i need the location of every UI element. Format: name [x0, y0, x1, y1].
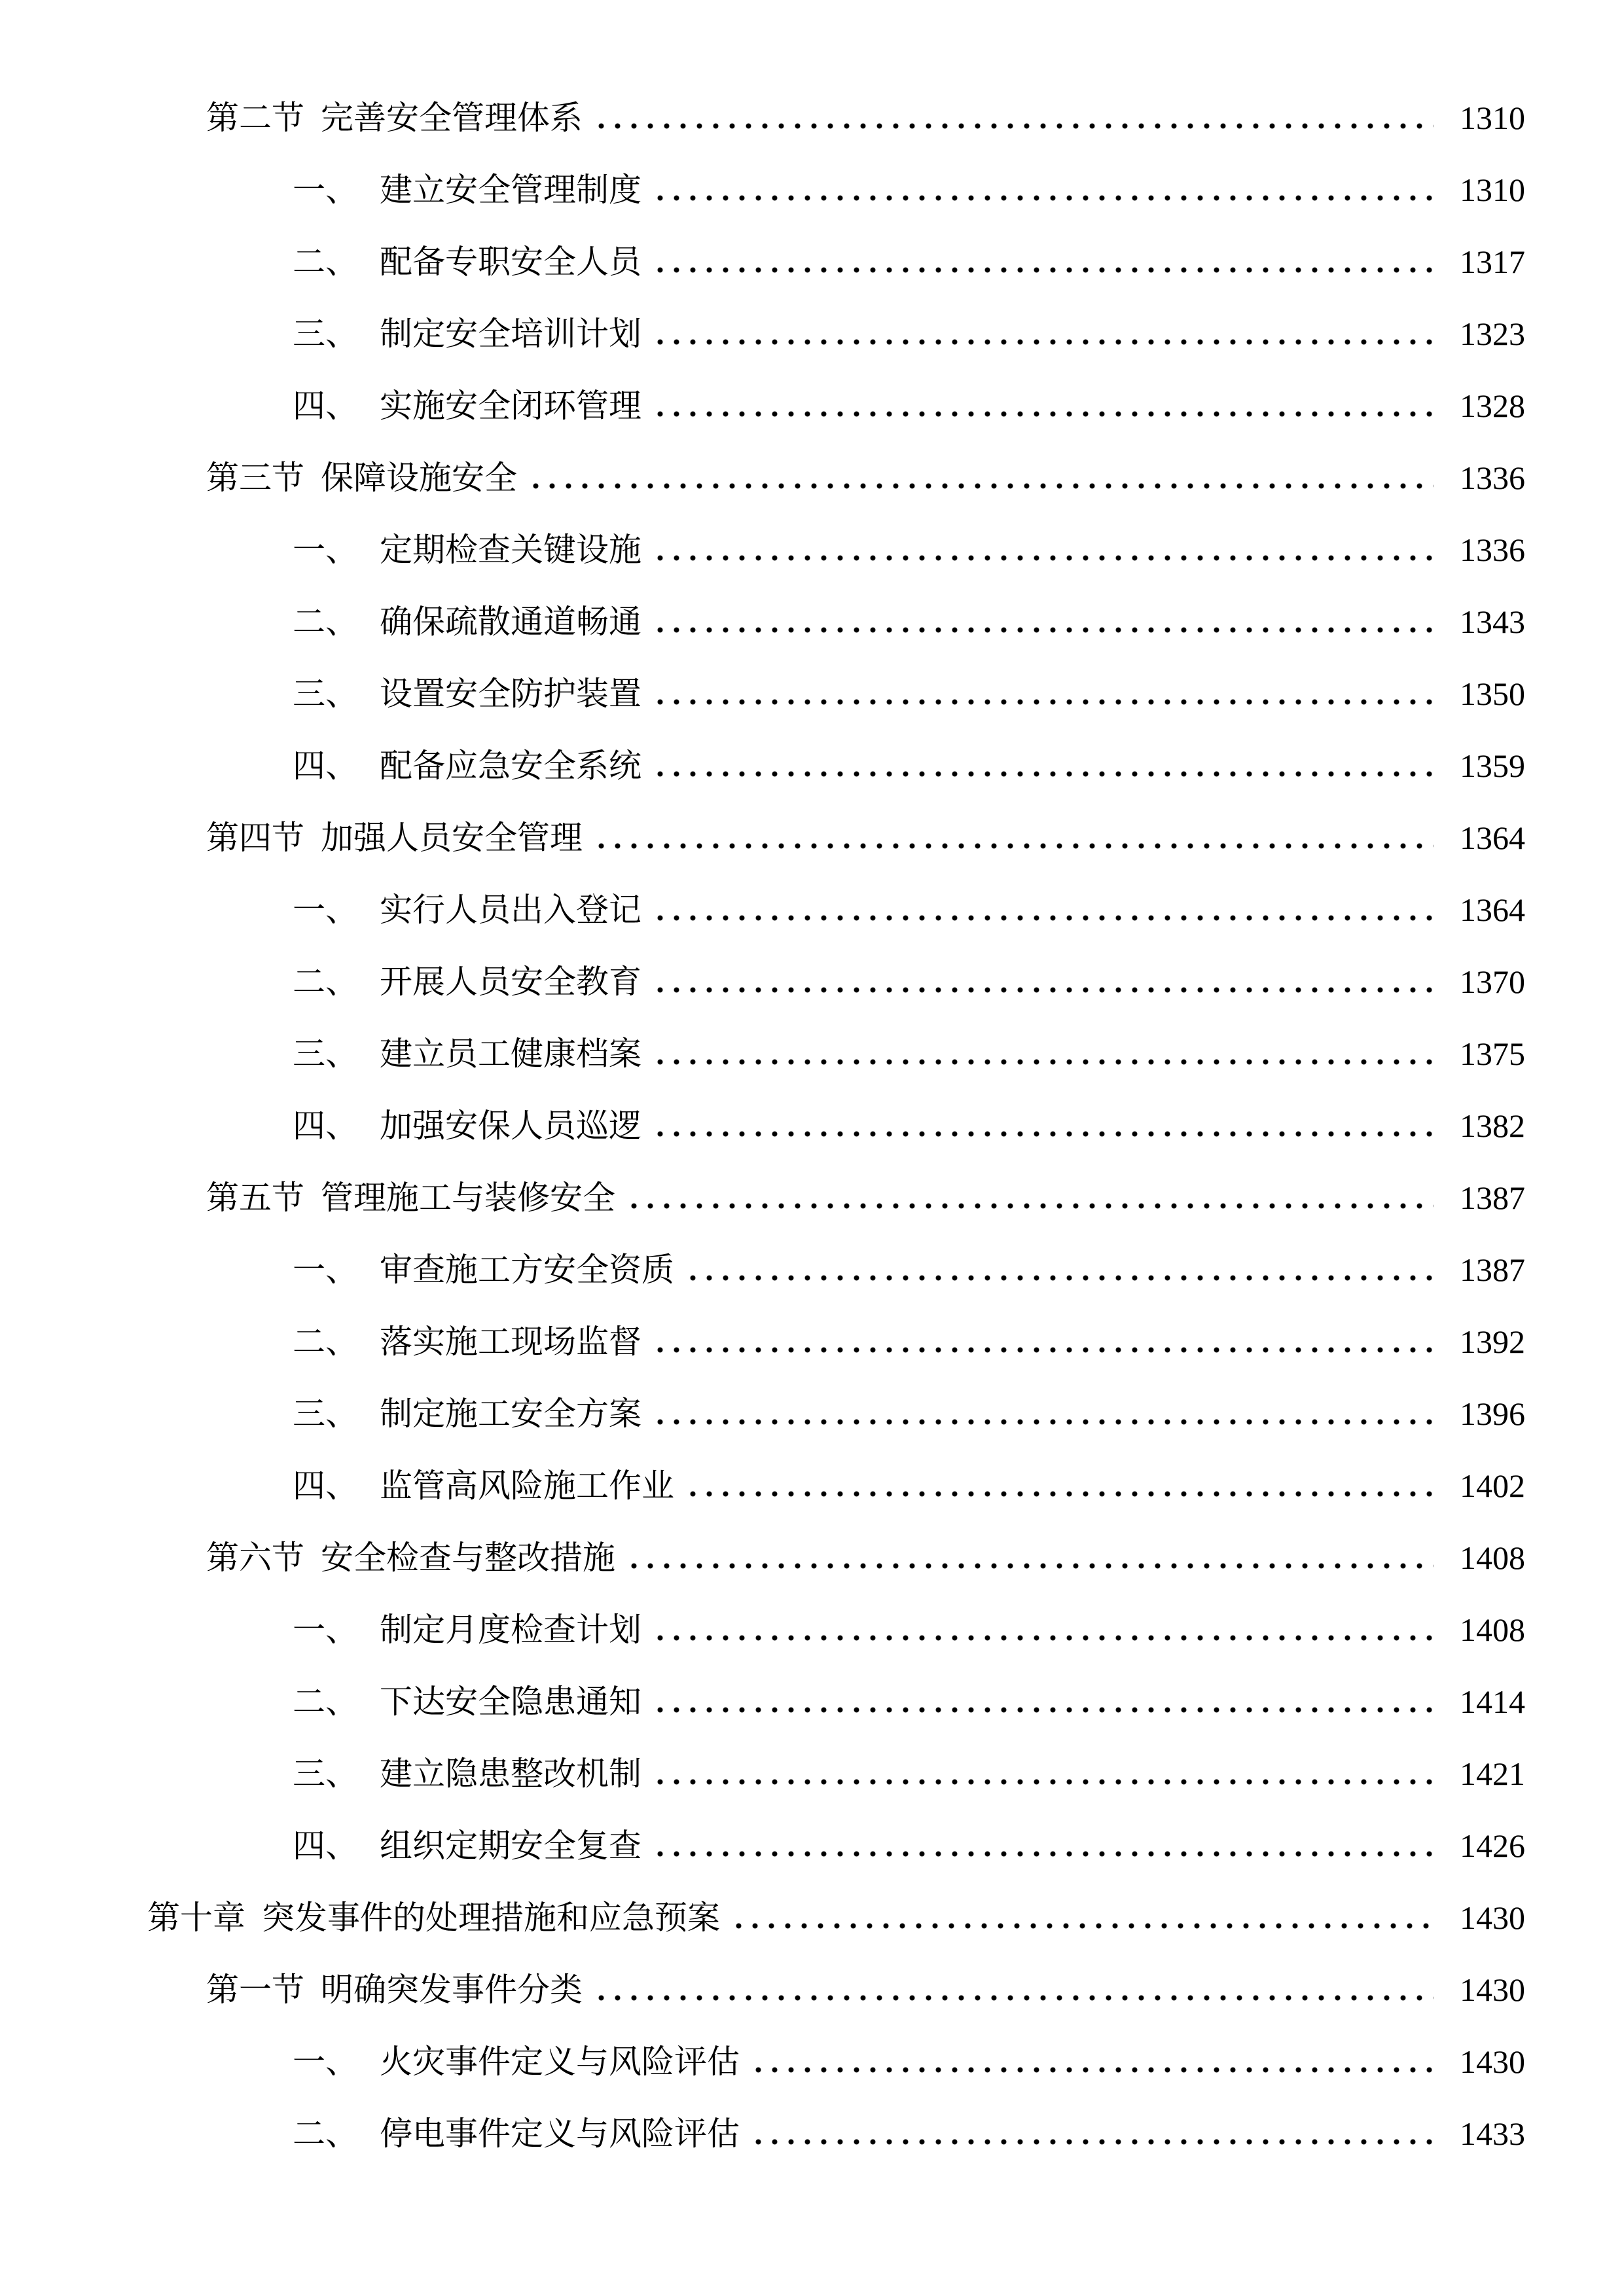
toc-page-number: 1387 [1460, 1179, 1525, 1216]
toc-entry [0, 802, 1624, 874]
dot-leader [652, 625, 1434, 633]
toc-entry-title: 建立隐患整改机制 [380, 1755, 641, 1792]
toc-entry-marker: 四、 [293, 387, 358, 424]
toc-entry-title: 火灾事件定义与风险评估 [380, 2043, 740, 2080]
toc-entry-marker: 四、 [293, 747, 358, 784]
toc-entry-marker: 二、 [293, 1323, 358, 1360]
toc-entry [0, 946, 1624, 1018]
toc-entry-title: 第二节 完善安全管理体系 [206, 99, 583, 136]
table-of-contents [0, 82, 1624, 2170]
toc-entry [0, 1954, 1624, 2026]
toc-entry-marker: 四、 [293, 1827, 358, 1864]
toc-page-number: 1323 [1460, 315, 1525, 352]
dot-leader [685, 1489, 1434, 1497]
toc-entry-title: 制定月度检查计划 [380, 1611, 641, 1648]
toc-page-number: 1336 [1460, 459, 1525, 496]
toc-entry-title: 配备专职安全人员 [380, 243, 641, 280]
toc-entry-marker: 三、 [293, 1035, 358, 1072]
toc-entry [0, 442, 1624, 514]
toc-entry [0, 1594, 1624, 1666]
toc-entry-marker: 四、 [293, 1467, 358, 1504]
toc-entry [0, 514, 1624, 586]
toc-entry-title: 设置安全防护装置 [380, 675, 641, 712]
toc-entry-title: 确保疏散通道畅通 [380, 603, 641, 640]
toc-entry-marker: 三、 [293, 315, 358, 352]
toc-entry-title: 加强安保人员巡逻 [380, 1107, 641, 1144]
dot-leader [528, 481, 1434, 489]
dot-leader [652, 1417, 1434, 1425]
toc-page-number: 1402 [1460, 1467, 1525, 1504]
toc-page-number: 1421 [1460, 1755, 1525, 1792]
dot-leader [652, 409, 1434, 417]
toc-entry [0, 154, 1624, 226]
dot-leader [652, 1705, 1434, 1713]
toc-entry [0, 1810, 1624, 1882]
toc-entry-title: 建立员工健康档案 [380, 1035, 641, 1072]
toc-entry-title: 审查施工方安全资质 [380, 1251, 674, 1288]
toc-page-number: 1364 [1460, 891, 1525, 928]
toc-page-number: 1310 [1460, 171, 1525, 208]
toc-page-number: 1310 [1460, 99, 1525, 136]
toc-page-number: 1370 [1460, 963, 1525, 1000]
dot-leader [652, 1633, 1434, 1641]
dot-leader [626, 1561, 1434, 1569]
toc-entry-title: 组织定期安全复查 [380, 1827, 641, 1864]
toc-entry-title: 定期检查关键设施 [380, 531, 641, 568]
dot-leader [652, 1057, 1434, 1065]
toc-entry [0, 1090, 1624, 1162]
dot-leader [750, 2137, 1434, 2145]
dot-leader [652, 193, 1434, 201]
toc-page-number: 1328 [1460, 387, 1525, 424]
toc-entry-marker: 三、 [293, 1755, 358, 1792]
toc-entry [0, 586, 1624, 658]
toc-entry-title: 监管高风险施工作业 [380, 1467, 674, 1504]
toc-page-number: 1317 [1460, 243, 1525, 280]
toc-entry-title: 停电事件定义与风险评估 [380, 2115, 740, 2152]
toc-entry [0, 1450, 1624, 1522]
dot-leader [652, 1849, 1434, 1857]
toc-entry [0, 2098, 1624, 2170]
toc-entry [0, 298, 1624, 370]
toc-entry-marker: 一、 [293, 531, 358, 568]
toc-entry-marker: 一、 [293, 891, 358, 928]
toc-page-number: 1382 [1460, 1107, 1525, 1144]
dot-leader [593, 1993, 1434, 2001]
toc-entry-title: 第十章 突发事件的处理措施和应急预案 [147, 1899, 720, 1936]
toc-page-number: 1392 [1460, 1323, 1525, 1360]
toc-entry [0, 1162, 1624, 1234]
dot-leader [652, 769, 1434, 777]
toc-entry-marker: 一、 [293, 1251, 358, 1288]
toc-entry-title: 下达安全隐患通知 [380, 1683, 641, 1720]
toc-entry [0, 82, 1624, 154]
dot-leader [685, 1273, 1434, 1281]
dot-leader [652, 1129, 1434, 1137]
dot-leader [593, 841, 1434, 849]
dot-leader [750, 2065, 1434, 2073]
toc-entry-marker: 二、 [293, 1683, 358, 1720]
dot-leader [652, 985, 1434, 993]
dot-leader [652, 265, 1434, 273]
toc-entry-title: 开展人员安全教育 [380, 963, 641, 1000]
toc-page-number: 1396 [1460, 1395, 1525, 1432]
dot-leader [652, 1777, 1434, 1785]
toc-entry-marker: 二、 [293, 603, 358, 640]
toc-entry-title: 建立安全管理制度 [380, 171, 641, 208]
toc-page-number: 1343 [1460, 603, 1525, 640]
toc-entry-title: 第四节 加强人员安全管理 [206, 819, 583, 856]
toc-entry [0, 658, 1624, 730]
toc-page-number: 1387 [1460, 1251, 1525, 1288]
toc-page-number: 1430 [1460, 1899, 1525, 1936]
toc-entry [0, 1522, 1624, 1594]
toc-entry-title: 实行人员出入登记 [380, 891, 641, 928]
toc-entry-title: 制定安全培训计划 [380, 315, 641, 352]
toc-entry-marker: 二、 [293, 243, 358, 280]
toc-entry-marker: 三、 [293, 1395, 358, 1432]
toc-entry-marker: 一、 [293, 1611, 358, 1648]
toc-entry [0, 370, 1624, 442]
dot-leader [731, 1921, 1434, 1929]
dot-leader [652, 337, 1434, 345]
toc-page-number: 1426 [1460, 1827, 1525, 1864]
toc-entry [0, 730, 1624, 802]
toc-entry [0, 2026, 1624, 2098]
toc-page-number: 1408 [1460, 1611, 1525, 1648]
dot-leader [626, 1201, 1434, 1209]
toc-entry [0, 1882, 1624, 1954]
toc-entry-title: 制定施工安全方案 [380, 1395, 641, 1432]
dot-leader [652, 553, 1434, 561]
toc-entry-title: 落实施工现场监督 [380, 1323, 641, 1360]
toc-page-number: 1430 [1460, 1971, 1525, 2008]
toc-entry-title: 第六节 安全检查与整改措施 [206, 1539, 615, 1576]
dot-leader [652, 697, 1434, 705]
toc-page-number: 1433 [1460, 2115, 1525, 2152]
toc-entry [0, 1738, 1624, 1810]
toc-entry-marker: 一、 [293, 2043, 358, 2080]
toc-entry-marker: 二、 [293, 2115, 358, 2152]
dot-leader [652, 913, 1434, 921]
toc-page-number: 1350 [1460, 675, 1525, 712]
toc-page-number: 1430 [1460, 2043, 1525, 2080]
dot-leader [652, 1345, 1434, 1353]
toc-entry [0, 226, 1624, 298]
toc-entry [0, 874, 1624, 946]
toc-entry-marker: 一、 [293, 171, 358, 208]
toc-page-number: 1375 [1460, 1035, 1525, 1072]
toc-page-number: 1364 [1460, 819, 1525, 856]
toc-page-number: 1414 [1460, 1683, 1525, 1720]
toc-entry [0, 1378, 1624, 1450]
toc-page-number: 1359 [1460, 747, 1525, 784]
toc-entry [0, 1306, 1624, 1378]
toc-entry [0, 1018, 1624, 1090]
toc-entry-title: 实施安全闭环管理 [380, 387, 641, 424]
toc-page-number: 1336 [1460, 531, 1525, 568]
toc-entry [0, 1234, 1624, 1306]
toc-entry-title: 第一节 明确突发事件分类 [206, 1971, 583, 2008]
toc-page-number: 1408 [1460, 1539, 1525, 1576]
toc-entry-marker: 三、 [293, 675, 358, 712]
dot-leader [593, 121, 1434, 129]
toc-entry-marker: 二、 [293, 963, 358, 1000]
toc-entry [0, 1666, 1624, 1738]
toc-entry-title: 第三节 保障设施安全 [206, 459, 517, 496]
toc-entry-marker: 四、 [293, 1107, 358, 1144]
toc-entry-title: 第五节 管理施工与装修安全 [206, 1179, 615, 1216]
toc-entry-title: 配备应急安全系统 [380, 747, 641, 784]
